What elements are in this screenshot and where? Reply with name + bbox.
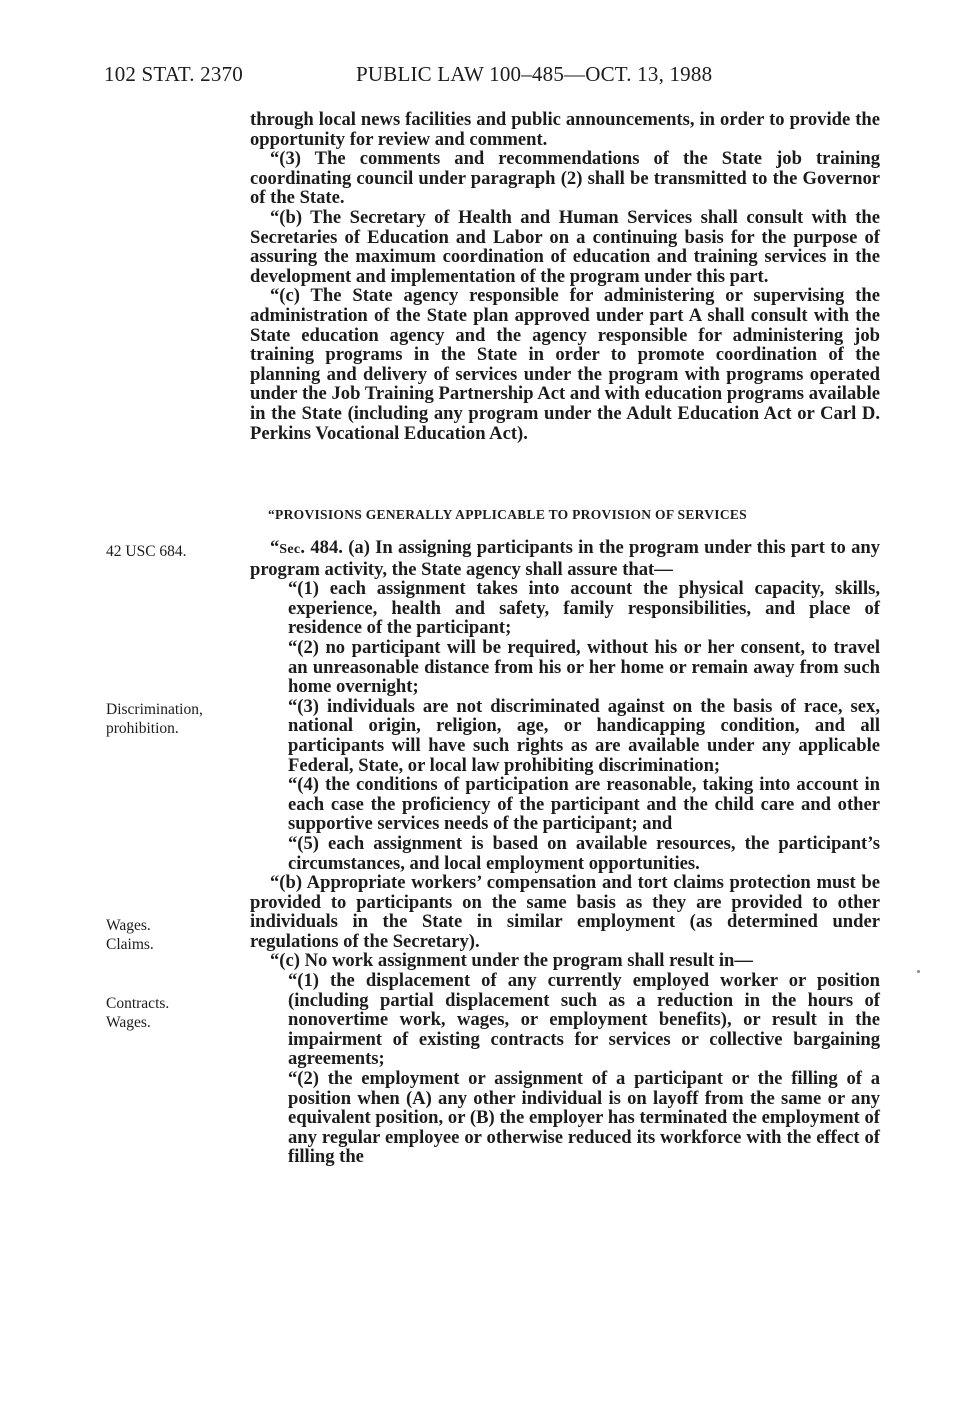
section-484-intro — [250, 538, 880, 579]
section-label: Sec — [279, 542, 301, 557]
public-law-citation: PUBLIC LAW 100–485—OCT. 13, 1988 — [356, 62, 713, 86]
margin-note-usc: 42 USC 684. — [106, 543, 187, 560]
margin-note-discrimination: Discrimination, prohibition. — [106, 701, 203, 737]
clause-a1: “(1) each assignment takes into account the physical capacity, skills, experience, health and safety, family responsibilities, and place of residence of the participant; — [288, 578, 880, 639]
section-quote-mark: “ — [270, 537, 280, 558]
clause-c2: “(2) the employment or assignment of a participant or the filling of a position when (A) any other individual is on layoff from the same or any equivalent position, or (B) the employer has terminated the employment of any regular employee or otherwise reduced its workforce with the effect of filling the — [288, 1068, 880, 1168]
section-484-text — [250, 538, 880, 1167]
clause-a4: “(4) the conditions of participation are reasonable, taking into account in each case the proficiency of the participant and the child care and other supportive services needs of the participant; and — [288, 774, 880, 835]
paragraph-3: “(3) The comments and recommendations of the State job training coordinating council under paragraph (2) shall be transmitted to the Governor of the State. — [250, 148, 880, 209]
clause-a5: “(5) each assignment is based on available resources, the participant’s circumstances, and local employment opportunities. — [288, 832, 880, 874]
clause-a3: “(3) individuals are not discriminated against on the basis of race, sex, national origin, religion, age, or handicapping condition, and all participants will have such rights as are available under any applicable Federal, State, or local law prohibiting discrimination; — [288, 695, 880, 776]
clause-a2: “(2) no participant will be required, without his or her consent, to travel an unreasonable distance from his or her home or remain away from such home overnight; — [288, 636, 880, 698]
margin-note-wages-claims — [106, 916, 154, 954]
paragraph-continuation: through local news facilities and public announcements, in order to provide the opportunity for review and comment. — [250, 109, 880, 150]
section-heading: “PROVISIONS GENERALLY APPLICABLE TO PROVISION OF SERVICES — [268, 507, 747, 522]
margin-note-claims: Claims. — [106, 936, 154, 953]
clause-c1: “(1) the displacement of any currently employed worker or position (including partial displacement such as a reduction in the hours of nonovertime work, wages, or employment benefits), or result in the impairment of existing contracts for services or collective bargaining agreements; — [288, 970, 880, 1070]
paragraph-484-c: “(c) No work assignment under the program shall result in— — [270, 950, 753, 972]
margin-note-contracts: Contracts. — [106, 995, 170, 1012]
scan-speck — [917, 970, 920, 973]
paragraph-c: “(c) The State agency responsible for administering or supervising the administration of the State plan approved under part A shall consult with the State education agency and the agency responsible for administering job training programs in the State in order to promote coordination of the planning and delivery of services under the program with programs operated under the Job Training Partnership Act and with education programs available in the State (including any program under the Adult Education Act or Carl D. Perkins Vocational Education Act). — [250, 285, 880, 444]
margin-note-contracts-wages — [106, 994, 169, 1032]
paragraph-484-b: “(b) Appropriate workers’ compensation and tort claims protection must be provided to participants on the same basis as they are provided to other individuals in the State in similar employment (as determined under regulations of the Secretary). — [250, 872, 880, 952]
section-484-lead: . 484. (a) In assigning participants in the program under this part to any program activity, the State agency shall assure that— — [250, 537, 880, 580]
statute-page-number: 102 STAT. 2370 — [104, 62, 243, 86]
margin-note-wages-2: Wages. — [106, 1014, 151, 1031]
margin-note-wages: Wages. — [106, 917, 151, 934]
running-header — [104, 62, 884, 88]
paragraph-b: “(b) The Secretary of Health and Human Services shall consult with the Secretaries of Education and Labor on a continuing basis for the purpose of assuring the maximum coordination of education and training services in the development and implementation of the program under this part. — [250, 206, 880, 287]
top-text-block — [250, 110, 880, 443]
